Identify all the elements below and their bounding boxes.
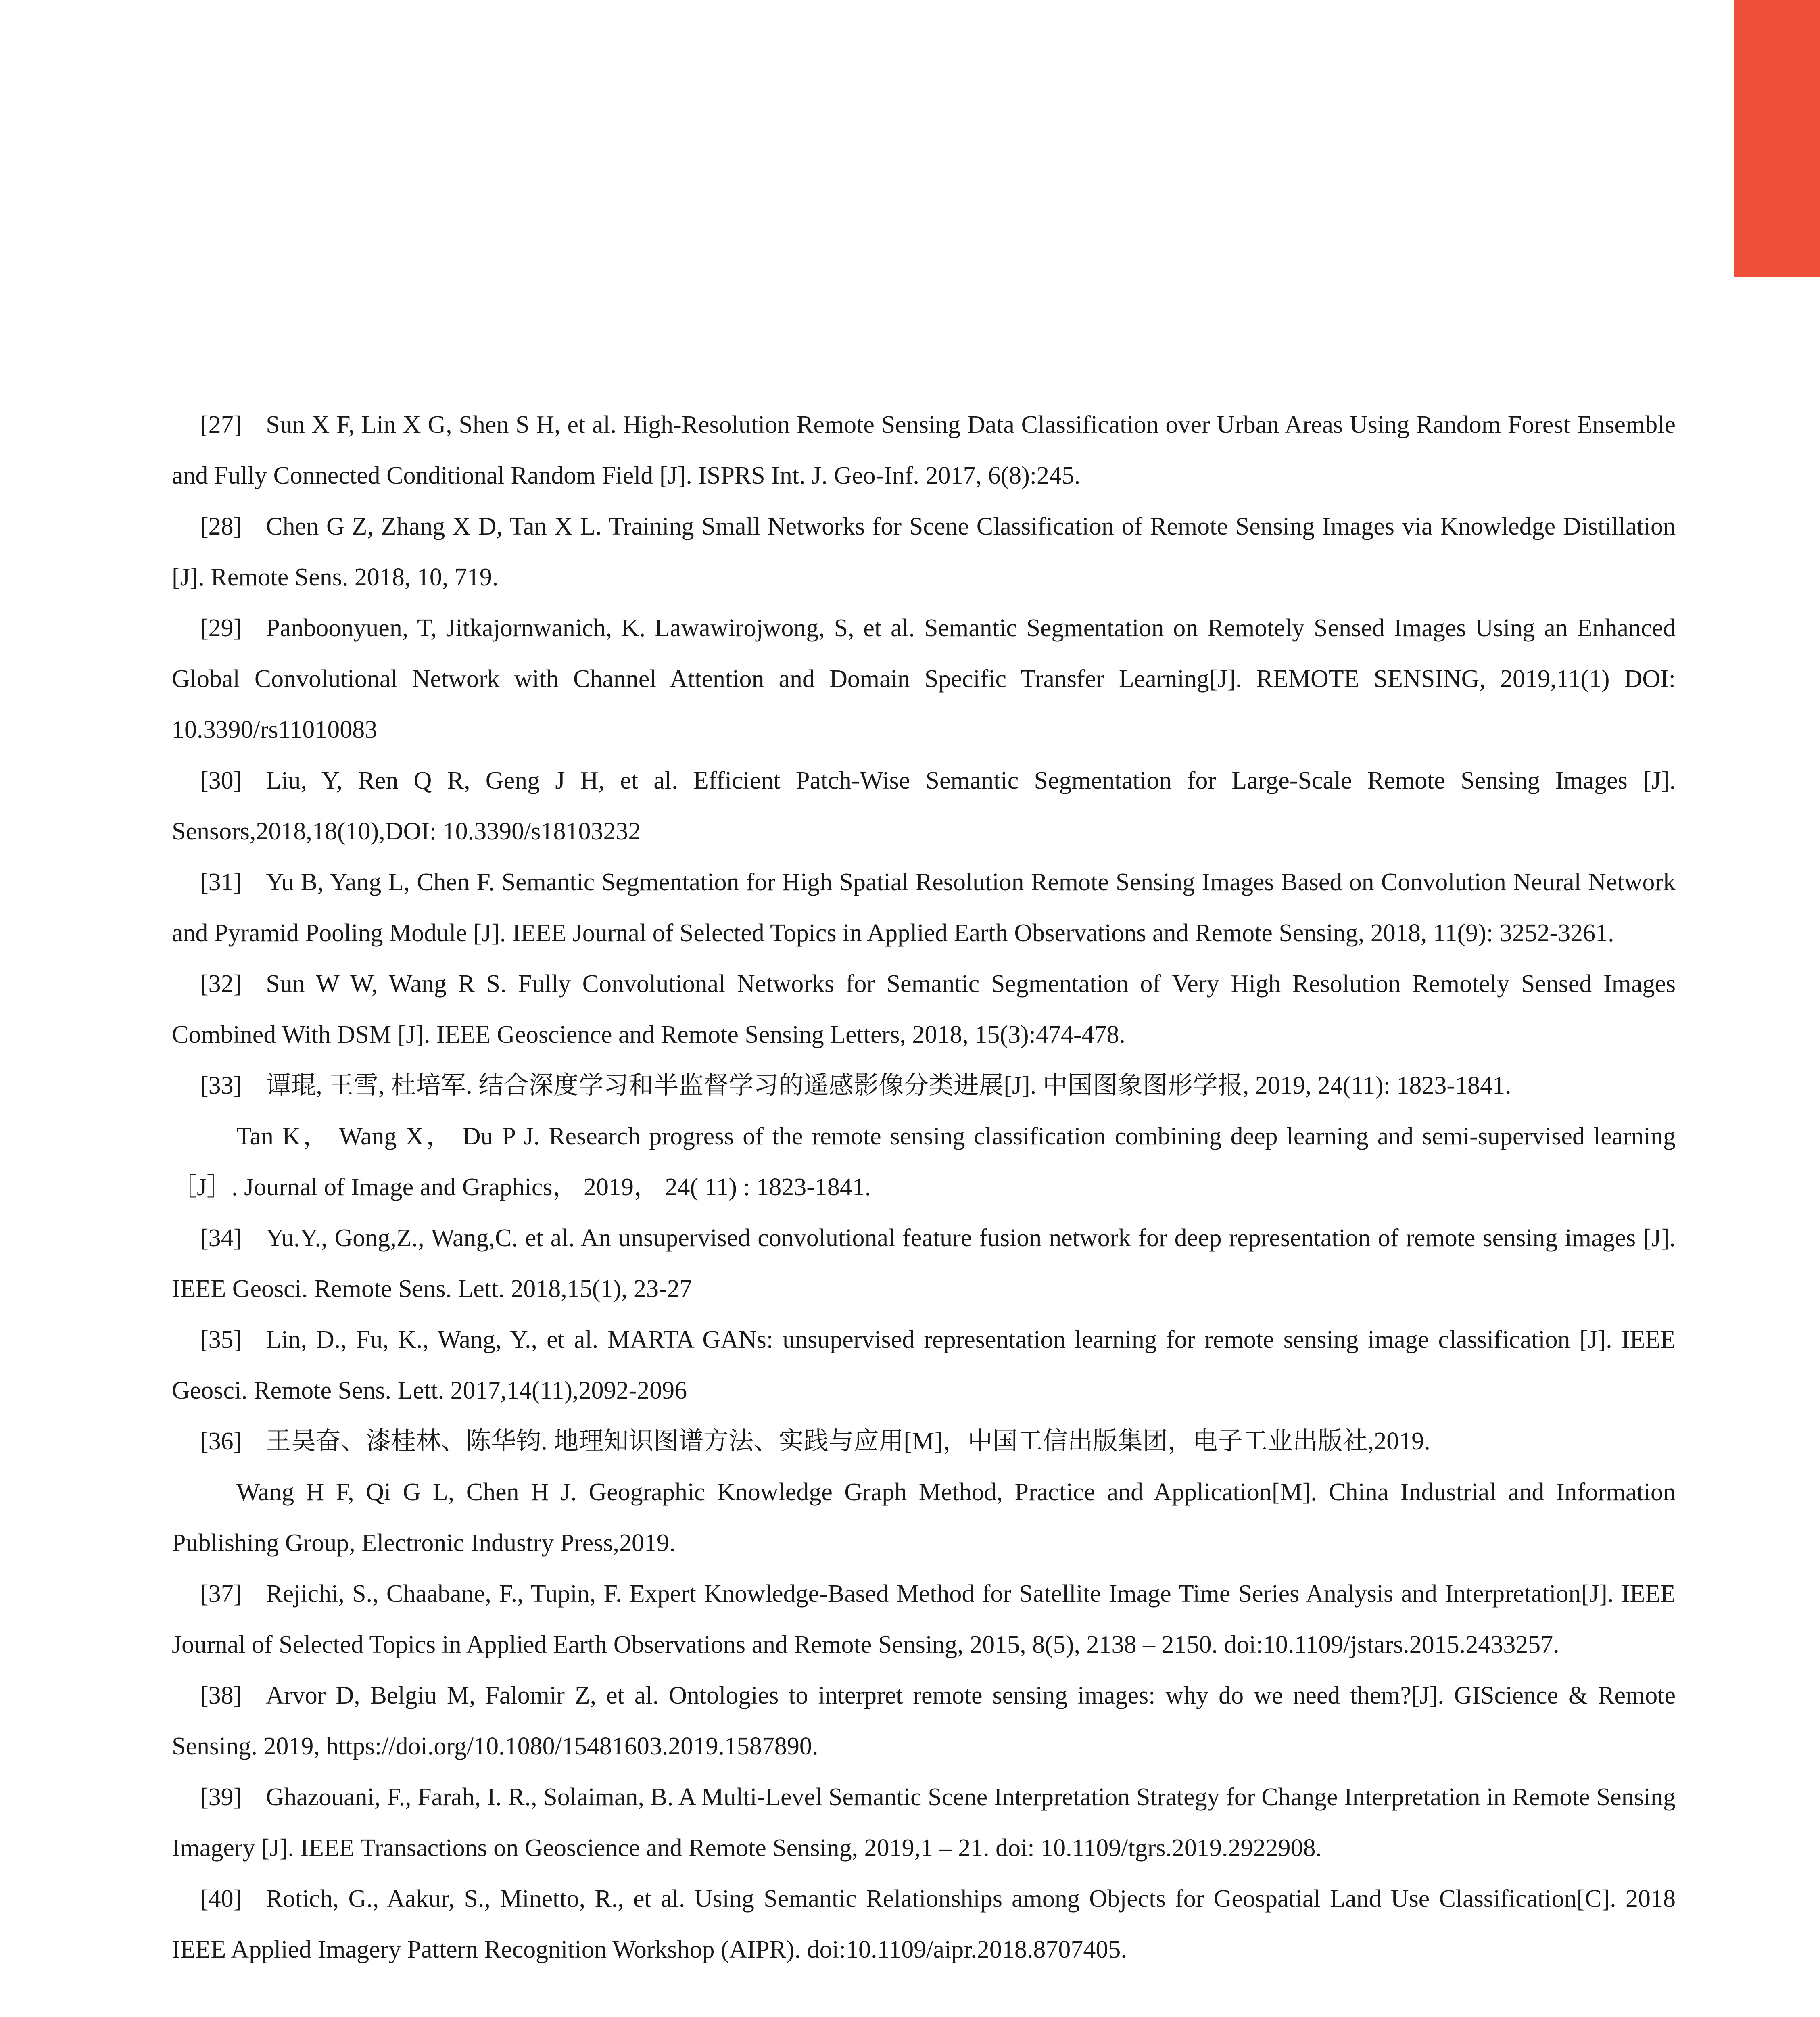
reference-number: [34] <box>200 1224 242 1252</box>
reference-37 <box>172 1568 1676 1670</box>
reference-number: [31] <box>200 869 242 896</box>
reference-number: [36] <box>200 1428 242 1455</box>
reference-list <box>172 399 1676 1975</box>
reference-text: Panboonyuen, T, Jitkajornwanich, K. Lawawirojwong, S, et al. Semantic Segmentation on Remotely Sensed Images Using an Enhanced Global Convolutional Network with Channel Attention and Domain Specific Transfer Learning[J]. REMOTE SENSING, 2019,11(1) DOI: 10.3390/rs11010083 <box>172 614 1676 743</box>
reference-text: Yu B, Yang L, Chen F. Semantic Segmentation for High Spatial Resolution Remote Sensing Images Based on Convolution Neural Network and Pyramid Pooling Module [J]. IEEE Journal of Selected Topics in Applied Earth Observations and Remote Sensing, 2018, 11(9): 3252-3261. <box>172 869 1676 947</box>
reference-33 <box>172 1060 1676 1111</box>
reference-text: Wang H F, Qi G L, Chen H J. Geographic Knowledge Graph Method, Practice and Application[M]. China Industrial and Information Publishing Group, Electronic Industry Press,2019. <box>172 1478 1676 1557</box>
reference-text: Yu.Y., Gong,Z., Wang,C. et al. An unsupervised convolutional feature fusion network for deep representation of remote sensing images [J]. IEEE Geosci. Remote Sens. Lett. 2018,15(1), 23-27 <box>172 1224 1676 1303</box>
reference-text: 谭琨, 王雪, 杜培军. 结合深度学习和半监督学习的遥感影像分类进展[J]. 中国图象图形学报, 2019, 24(11): 1823-1841. <box>266 1072 1511 1099</box>
reference-text: Sun X F, Lin X G, Shen S H, et al. High-Resolution Remote Sensing Data Classification over Urban Areas Using Random Forest Ensemble and Fully Connected Conditional Random Field [J]. ISPRS Int. J. Geo-Inf. 2017, 6(8):245. <box>172 411 1676 489</box>
corner-color-tab <box>1734 0 1820 277</box>
reference-text: Rejichi, S., Chaabane, F., Tupin, F. Expert Knowledge-Based Method for Satellite Image Time Series Analysis and Interpretation[J]. IEEE Journal of Selected Topics in Applied Earth Observations and Remote Sensing, 2015, 8(5), 2138 – 2150. doi:10.1109/jstars.2015.2433257. <box>172 1580 1676 1658</box>
reference-33-translation <box>172 1111 1676 1213</box>
reference-number: [37] <box>200 1580 242 1608</box>
reference-text: Chen G Z, Zhang X D, Tan X L. Training Small Networks for Scene Classification of Remote Sensing Images via Knowledge Distillation [J]. Remote Sens. 2018, 10, 719. <box>172 513 1676 591</box>
reference-36-translation <box>172 1467 1676 1568</box>
reference-number: [40] <box>200 1885 242 1913</box>
reference-text: Rotich, G., Aakur, S., Minetto, R., et al. Using Semantic Relationships among Objects for Geospatial Land Use Classification[C]. 2018 IEEE Applied Imagery Pattern Recognition Workshop (AIPR). doi:10.1109/aipr.2018.8707405. <box>172 1885 1676 1963</box>
reference-38 <box>172 1670 1676 1772</box>
reference-30 <box>172 755 1676 857</box>
reference-32 <box>172 958 1676 1060</box>
reference-text: Sun W W, Wang R S. Fully Convolutional Networks for Semantic Segmentation of Very High Resolution Remotely Sensed Images Combined With DSM [J]. IEEE Geoscience and Remote Sensing Letters, 2018, 15(3):474-478. <box>172 970 1676 1048</box>
reference-text: Ghazouani, F., Farah, I. R., Solaiman, B. A Multi-Level Semantic Scene Interpretation Strategy for Change Interpretation in Remote Sensing Imagery [J]. IEEE Transactions on Geoscience and Remote Sensing, 2019,1 – 21. doi: 10.1109/tgrs.2019.2922908. <box>172 1783 1676 1862</box>
reference-29 <box>172 603 1676 755</box>
reference-number: [29] <box>200 614 242 642</box>
reference-35 <box>172 1314 1676 1416</box>
reference-text: Arvor D, Belgiu M, Falomir Z, et al. Ontologies to interpret remote sensing images: why do we need them?[J]. GIScience & Remote Sensing. 2019, https://doi.org/10.1080/15481603.2019.1587890. <box>172 1682 1676 1760</box>
reference-text: Liu, Y, Ren Q R, Geng J H, et al. Efficient Patch-Wise Semantic Segmentation for Large-Scale Remote Sensing Images [J]. Sensors,2018,18(10),DOI: 10.3390/s18103232 <box>172 767 1676 845</box>
reference-28 <box>172 501 1676 603</box>
reference-number: [33] <box>200 1072 242 1099</box>
reference-36 <box>172 1416 1676 1467</box>
reference-number: [27] <box>200 411 242 438</box>
reference-number: [28] <box>200 513 242 540</box>
reference-40 <box>172 1873 1676 1975</box>
reference-number: [30] <box>200 767 242 794</box>
reference-31 <box>172 857 1676 958</box>
reference-34 <box>172 1213 1676 1314</box>
reference-number: [39] <box>200 1783 242 1811</box>
reference-39 <box>172 1772 1676 1873</box>
reference-text: 王昊奋、漆桂林、陈华钧. 地理知识图谱方法、实践与应用[M]，中国工信出版集团，电子工业出版社,2019. <box>266 1428 1430 1455</box>
reference-number: [38] <box>200 1682 242 1709</box>
reference-number: [32] <box>200 970 242 998</box>
reference-number: [35] <box>200 1326 242 1353</box>
reference-text: Lin, D., Fu, K., Wang, Y., et al. MARTA GANs: unsupervised representation learning for remote sensing image classification [J]. IEEE Geosci. Remote Sens. Lett. 2017,14(11),2092-2096 <box>172 1326 1676 1404</box>
reference-text: Tan K， Wang X， Du P J. Research progress of the remote sensing classification combining deep learning and semi-supervised learning ［J］. Journal of Image and Graphics， 2019， 24( 11) : 1823-1841. <box>172 1123 1676 1201</box>
reference-27 <box>172 399 1676 501</box>
